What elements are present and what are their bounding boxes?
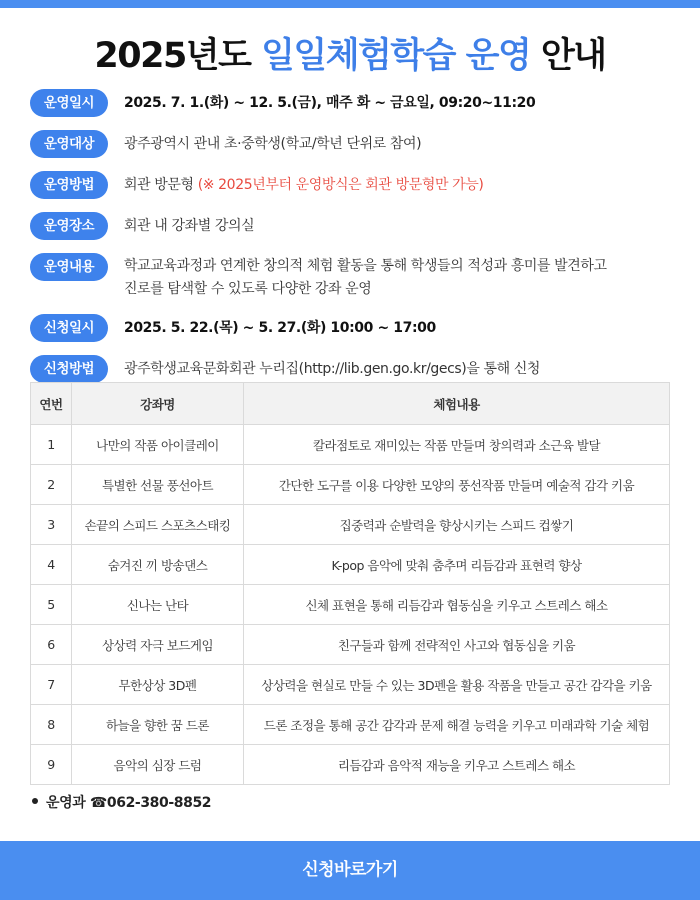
content-line-1: 학교교육과정과 연계한 창의적 체험 활동을 통해 학생들의 적성과 흥미를 발견하고 [124, 258, 607, 274]
row-content: 친구들과 함께 전략적인 사고와 협동심을 키움 [244, 625, 670, 665]
info-value-method [124, 171, 483, 199]
header-content: 체험내용 [244, 383, 670, 425]
contact-label: 운영과 [46, 795, 86, 811]
info-value-content [124, 253, 607, 301]
page-title [0, 28, 700, 78]
info-row-apply-date [30, 314, 675, 342]
info-value-place: 회관 내 강좌별 강의실 [124, 218, 255, 234]
row-content: 신체 표현을 통해 리듬감과 협동심을 키우고 스트레스 해소 [244, 585, 670, 625]
row-number: 9 [31, 745, 72, 785]
row-course: 특별한 선물 풍선아트 [72, 465, 244, 505]
row-course: 손끝의 스피드 스포츠스태킹 [72, 505, 244, 545]
row-content: 칼라점토로 재미있는 작품 만들며 창의력과 소근육 발달 [244, 425, 670, 465]
row-content: 드론 조정을 통해 공간 감각과 문제 해결 능력을 키우고 미래과학 기술 체험 [244, 705, 670, 745]
info-row-apply-method [30, 355, 675, 383]
method-text: 회관 방문형 [124, 177, 194, 193]
table-row [31, 745, 670, 785]
row-number: 3 [31, 505, 72, 545]
info-label-place: 운영장소 [30, 212, 108, 240]
info-label-apply-date: 신청일시 [30, 314, 108, 342]
info-row-target [30, 130, 675, 158]
row-course: 무한상상 3D펜 [72, 665, 244, 705]
row-course: 신나는 난타 [72, 585, 244, 625]
row-course: 하늘을 향한 꿈 드론 [72, 705, 244, 745]
contact-info [32, 792, 211, 812]
table-row [31, 505, 670, 545]
info-value-apply-date: 2025. 5. 22.(목) ~ 5. 27.(화) 10:00 ~ 17:00 [124, 320, 436, 336]
table-row [31, 585, 670, 625]
info-value-target: 광주광역시 관내 초·중학생(학교/학년 단위로 참여) [124, 136, 422, 152]
info-label-schedule: 운영일시 [30, 89, 108, 117]
row-number: 6 [31, 625, 72, 665]
table-row [31, 705, 670, 745]
row-number: 7 [31, 665, 72, 705]
row-course: 상상력 자극 보드게임 [72, 625, 244, 665]
info-row-content [30, 253, 675, 301]
contact-phone: ☎062-380-8852 [89, 795, 212, 811]
title-tail: 안내 [540, 36, 606, 76]
info-row-place [30, 212, 675, 240]
apply-button[interactable]: 신청바로가기 [0, 841, 700, 900]
row-number: 5 [31, 585, 72, 625]
row-number: 2 [31, 465, 72, 505]
row-course: 음악의 심장 드럼 [72, 745, 244, 785]
info-label-content: 운영내용 [30, 253, 108, 281]
row-content: 상상력을 현실로 만들 수 있는 3D펜을 활용 작품을 만들고 공간 감각을 키움 [244, 665, 670, 705]
info-label-target: 운영대상 [30, 130, 108, 158]
content-line-2: 진로를 탐색할 수 있도록 다양한 강좌 운영 [124, 281, 372, 297]
method-note: (※ 2025년부터 운영방식은 회관 방문형만 가능) [197, 177, 484, 193]
row-content: K-pop 음악에 맞춰 춤추며 리듬감과 표현력 향상 [244, 545, 670, 585]
table-row [31, 545, 670, 585]
row-number: 4 [31, 545, 72, 585]
row-number: 1 [31, 425, 72, 465]
title-accent: 일일체험학습 운영 [261, 36, 531, 76]
info-section [30, 89, 675, 396]
program-table [30, 382, 670, 785]
row-course: 나만의 작품 아이클레이 [72, 425, 244, 465]
info-value-apply-method: 광주학생교육문화회관 누리집(http://lib.gen.go.kr/gecs)을 통해 신청 [124, 361, 541, 377]
table-row [31, 465, 670, 505]
table-header-row [31, 383, 670, 425]
title-year: 2025년도 [94, 36, 251, 76]
info-value-schedule: 2025. 7. 1.(화) ~ 12. 5.(금), 매주 화 ~ 금요일, 09:20~11:20 [124, 95, 536, 111]
header-course: 강좌명 [72, 383, 244, 425]
row-course: 숨겨진 끼 방송댄스 [72, 545, 244, 585]
table-row [31, 425, 670, 465]
row-content: 리듬감과 음악적 재능을 키우고 스트레스 해소 [244, 745, 670, 785]
row-content: 집중력과 순발력을 향상시키는 스피드 컵쌓기 [244, 505, 670, 545]
row-content: 간단한 도구를 이용 다양한 모양의 풍선작품 만들며 예술적 감각 키움 [244, 465, 670, 505]
info-label-method: 운영방법 [30, 171, 108, 199]
table-row [31, 665, 670, 705]
info-row-schedule [30, 89, 675, 117]
row-number: 8 [31, 705, 72, 745]
table-row [31, 625, 670, 665]
header-number: 연번 [31, 383, 72, 425]
bullet-icon [32, 798, 38, 804]
info-label-apply-method: 신청방법 [30, 355, 108, 383]
top-accent-bar [0, 0, 700, 8]
info-row-method [30, 171, 675, 199]
